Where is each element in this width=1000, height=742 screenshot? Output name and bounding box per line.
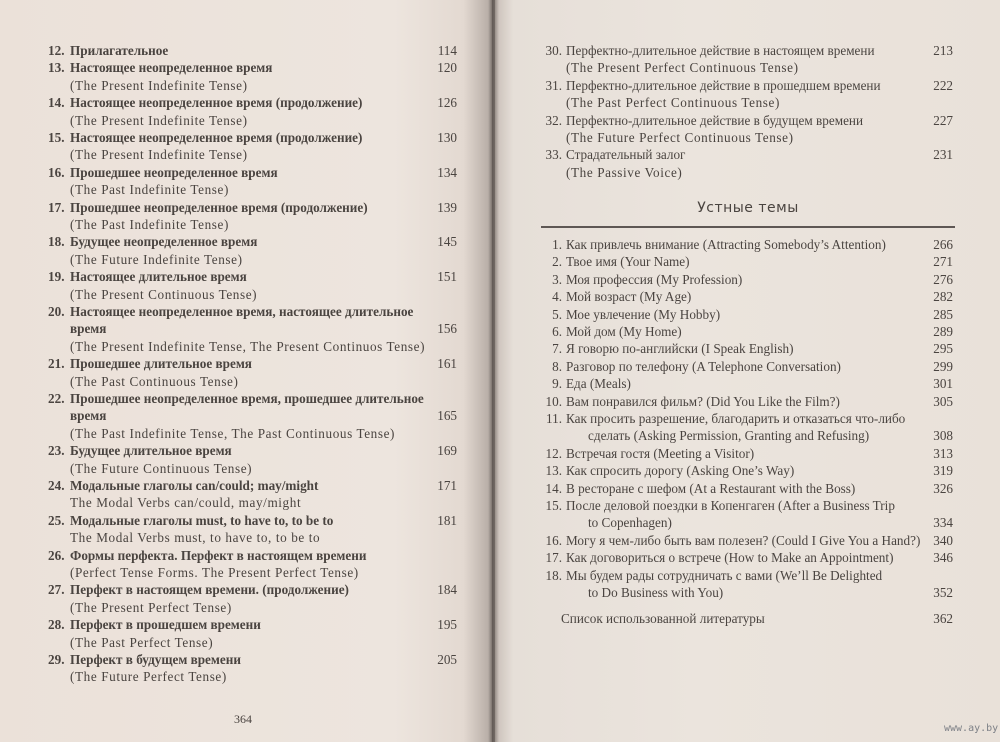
entry-title-continued: время — [70, 408, 107, 424]
entry-page-number: 165 — [437, 408, 457, 424]
entry-title: Перфектно-длительное действие в прошедшем времени — [566, 77, 881, 93]
entry-page-number: 295 — [933, 341, 953, 357]
entry-page-number: 231 — [933, 147, 953, 163]
bibliography-page: 362 — [933, 611, 953, 626]
entry-page-number: 205 — [437, 652, 457, 667]
entry-page-number: 139 — [437, 199, 457, 215]
section-heading: Устные темы — [697, 200, 799, 216]
entry-title: Настоящее неопределенное время, настоящее длительное — [70, 304, 414, 319]
entry-title-continued: (The Past Continuous Tense) — [70, 373, 239, 389]
entry-number: 18. — [48, 234, 65, 250]
entry-title: Твое имя (Your Name) — [566, 254, 690, 270]
entry-page-number: 334 — [933, 515, 953, 531]
entry-page-number: 126 — [437, 95, 457, 111]
entry-page-number: 266 — [933, 237, 953, 252]
entry-title: Моя профессия (My Profession) — [566, 271, 743, 287]
entry-title-continued: (The Present Continuous Tense) — [70, 286, 258, 302]
entry-title: Перфект в прошедшем времени — [70, 617, 261, 633]
entry-title: Страдательный залог — [566, 147, 686, 163]
entry-title-continued: (The Present Indefinite Tense) — [70, 112, 248, 128]
entry-page-number: 130 — [437, 130, 457, 145]
entry-page-number: 227 — [933, 112, 953, 128]
entry-number: 24. — [48, 478, 65, 493]
entry-page-number: 285 — [933, 306, 953, 322]
entry-title-continued: (The Past Indefinite Tense) — [70, 182, 229, 198]
entry-page-number: 313 — [933, 445, 953, 461]
entry-title: Мы будем рады сотрудничать с вами (We’ll Be Delighted — [566, 567, 883, 583]
entry-number: 6. — [552, 324, 562, 339]
entry-number: 17. — [48, 199, 65, 215]
entry-title: В ресторане с шефом (At a Restaurant with the Boss) — [566, 480, 856, 496]
entry-title: Настоящее длительное время — [70, 269, 247, 285]
entry-title: Прилагательное — [70, 43, 169, 58]
entry-number: 9. — [552, 376, 562, 392]
entry-title: Я говорю по-английски (I Speak English) — [566, 341, 794, 357]
entry-number: 31. — [545, 77, 562, 93]
heading-rule — [541, 226, 955, 228]
entry-title-continued: The Modal Verbs must, to have to, to be to — [70, 530, 321, 546]
watermark: www.ay.by — [944, 723, 999, 734]
entry-title: Встречая гостя (Meeting a Visitor) — [566, 445, 755, 461]
entry-page-number: 114 — [437, 43, 457, 58]
entry-number: 11. — [546, 411, 562, 426]
entry-title: Перфект в настоящем времени. (продолжение) — [70, 582, 349, 598]
entry-title-continued: (The Past Perfect Tense) — [70, 634, 214, 650]
entry-number: 10. — [545, 393, 562, 409]
entry-number: 13. — [545, 463, 562, 479]
entry-page-number: 213 — [933, 43, 953, 58]
entry-page-number: 299 — [933, 358, 953, 374]
entry-title-continued: время — [70, 321, 107, 337]
entry-title-continued: (The Future Indefinite Tense) — [70, 251, 243, 267]
entry-page-number: 156 — [437, 321, 457, 337]
entry-number: 15. — [545, 498, 562, 513]
entry-title-continued: (The Past Indefinite Tense, The Past Continuous Tense) — [70, 425, 396, 441]
entry-number: 33. — [545, 147, 562, 163]
entry-number: 26. — [48, 547, 65, 563]
entry-page-number: 145 — [437, 234, 457, 250]
entry-number: 28. — [48, 617, 65, 633]
entry-page-number: 346 — [933, 550, 953, 566]
entry-number: 32. — [545, 112, 562, 128]
entry-title-continued: (The Future Perfect Continuous Tense) — [566, 129, 794, 145]
entry-number: 16. — [48, 164, 65, 180]
entry-number: 25. — [48, 512, 65, 528]
entry-page-number: 352 — [933, 584, 953, 600]
entry-title: Перфектно-длительное действие в настоящем времени — [566, 43, 875, 58]
entry-page-number: 308 — [933, 428, 953, 444]
entry-number: 22. — [48, 391, 65, 406]
entry-title: Могу я чем-либо быть вам полезен? (Could I Give You a Hand?) — [566, 532, 921, 548]
entry-number: 12. — [545, 445, 562, 461]
entry-title: Модальные глаголы must, to have to, to be to — [70, 512, 334, 528]
entry-page-number: 120 — [437, 60, 457, 76]
entry-title-continued: сделать (Asking Permission, Granting and Refusing) — [588, 428, 870, 444]
entry-title-continued: (Perfect Tense Forms. The Present Perfect Tense) — [70, 564, 359, 580]
entry-page-number: 276 — [933, 271, 953, 287]
entry-title: Как просить разрешение, благодарить и отказаться что-либо — [566, 411, 906, 426]
entry-page-number: 184 — [437, 582, 457, 598]
entry-page-number: 282 — [933, 289, 953, 305]
entry-title: Настоящее неопределенное время — [70, 60, 273, 76]
entry-number: 18. — [545, 567, 562, 583]
entry-title-continued: to Do Business with You) — [588, 584, 724, 600]
entry-page-number: 319 — [933, 463, 953, 479]
entry-number: 7. — [552, 341, 562, 357]
entry-title-continued: (The Passive Voice) — [566, 164, 683, 180]
entry-title-continued: (The Present Indefinite Tense) — [70, 77, 248, 93]
entry-page-number: 305 — [933, 393, 953, 409]
entry-page-number: 134 — [437, 164, 457, 180]
entry-number: 19. — [48, 269, 65, 285]
entry-number: 13. — [48, 60, 65, 76]
entry-title: Прошедшее длительное время — [70, 356, 252, 372]
entry-title-continued: (The Present Perfect Continuous Tense) — [566, 60, 799, 76]
entry-title: Будущее длительное время — [70, 443, 232, 459]
entry-page-number: 181 — [437, 512, 457, 528]
entry-number: 14. — [545, 480, 562, 496]
entry-number: 23. — [48, 443, 65, 459]
entry-title: Перфект в будущем времени — [70, 652, 241, 667]
entry-title-continued: (The Future Continuous Tense) — [70, 460, 253, 476]
entry-title: Прошедшее неопределенное время — [70, 164, 278, 180]
entry-title: Мой возраст (My Age) — [566, 289, 692, 305]
bibliography-label: Список использованной литературы — [561, 611, 765, 626]
page-number: 364 — [234, 712, 252, 726]
entry-page-number: 169 — [437, 443, 457, 459]
entry-title: Настоящее неопределенное время (продолжение) — [70, 95, 363, 111]
entry-number: 8. — [552, 358, 562, 374]
entry-title: Разговор по телефону (A Telephone Conversation) — [566, 358, 841, 374]
entry-page-number: 151 — [437, 269, 457, 285]
entry-page-number: 289 — [933, 324, 953, 339]
entry-page-number: 301 — [933, 376, 953, 392]
entry-title: Прошедшее неопределенное время, прошедшее длительное — [70, 391, 424, 406]
entry-title: После деловой поездки в Копенгаген (After a Business Trip — [566, 498, 895, 513]
entry-title: Как привлечь внимание (Attracting Somebody’s Attention) — [566, 237, 886, 252]
entry-title: Вам понравился фильм? (Did You Like the Film?) — [566, 393, 840, 409]
entry-title-continued: The Modal Verbs can/could, may/might — [70, 495, 302, 511]
entry-number: 15. — [48, 130, 65, 145]
book-spine — [492, 0, 495, 742]
entry-title: Модальные глаголы can/could; may/might — [70, 478, 319, 493]
entry-title: Перфектно-длительное действие в будущем времени — [566, 112, 864, 128]
entry-title-continued: (The Future Perfect Tense) — [70, 669, 227, 685]
entry-title-continued: (The Past Indefinite Tense) — [70, 216, 229, 232]
entry-number: 30. — [545, 43, 562, 58]
entry-title: Настоящее неопределенное время (продолжение) — [70, 130, 363, 145]
entry-title-continued: (The Present Perfect Tense) — [70, 599, 232, 615]
entry-number: 3. — [552, 271, 562, 287]
entry-title: Мой дом (My Home) — [566, 324, 682, 339]
entry-number: 12. — [48, 43, 65, 58]
entry-number: 29. — [48, 652, 65, 667]
entry-title-continued: (The Present Indefinite Tense) — [70, 147, 248, 163]
entry-number: 27. — [48, 582, 65, 598]
entry-title: Мое увлечение (My Hobby) — [566, 306, 721, 322]
entry-title-continued: (The Past Perfect Continuous Tense) — [566, 95, 780, 111]
entry-number: 21. — [48, 356, 65, 372]
entry-number: 1. — [552, 237, 562, 252]
entry-title: Еда (Meals) — [566, 376, 631, 392]
entry-number: 17. — [545, 550, 562, 566]
entry-number: 4. — [552, 289, 562, 305]
entry-title: Как договориться о встрече (How to Make an Appointment) — [566, 550, 894, 566]
entry-number: 2. — [552, 254, 562, 270]
entry-page-number: 271 — [933, 254, 953, 270]
entry-page-number: 161 — [437, 356, 457, 372]
entry-page-number: 326 — [933, 480, 953, 496]
entry-title: Формы перфекта. Перфект в настоящем времени — [70, 547, 367, 563]
entry-number: 14. — [48, 95, 65, 111]
entry-number: 16. — [545, 532, 562, 548]
entry-page-number: 195 — [437, 617, 457, 633]
entry-number: 20. — [48, 304, 65, 319]
entry-page-number: 340 — [933, 532, 953, 548]
entry-title: Прошедшее неопределенное время (продолжение) — [70, 199, 368, 215]
entry-title-continued: (The Present Indefinite Tense, The Present Continuos Tense) — [70, 338, 426, 354]
entry-title: Как спросить дорогу (Asking One’s Way) — [566, 463, 795, 479]
entry-page-number: 171 — [437, 478, 457, 493]
entry-number: 5. — [552, 306, 562, 322]
entry-title: Будущее неопределенное время — [70, 234, 258, 250]
entry-title-continued: to Copenhagen) — [588, 515, 672, 531]
entry-page-number: 222 — [933, 77, 953, 93]
